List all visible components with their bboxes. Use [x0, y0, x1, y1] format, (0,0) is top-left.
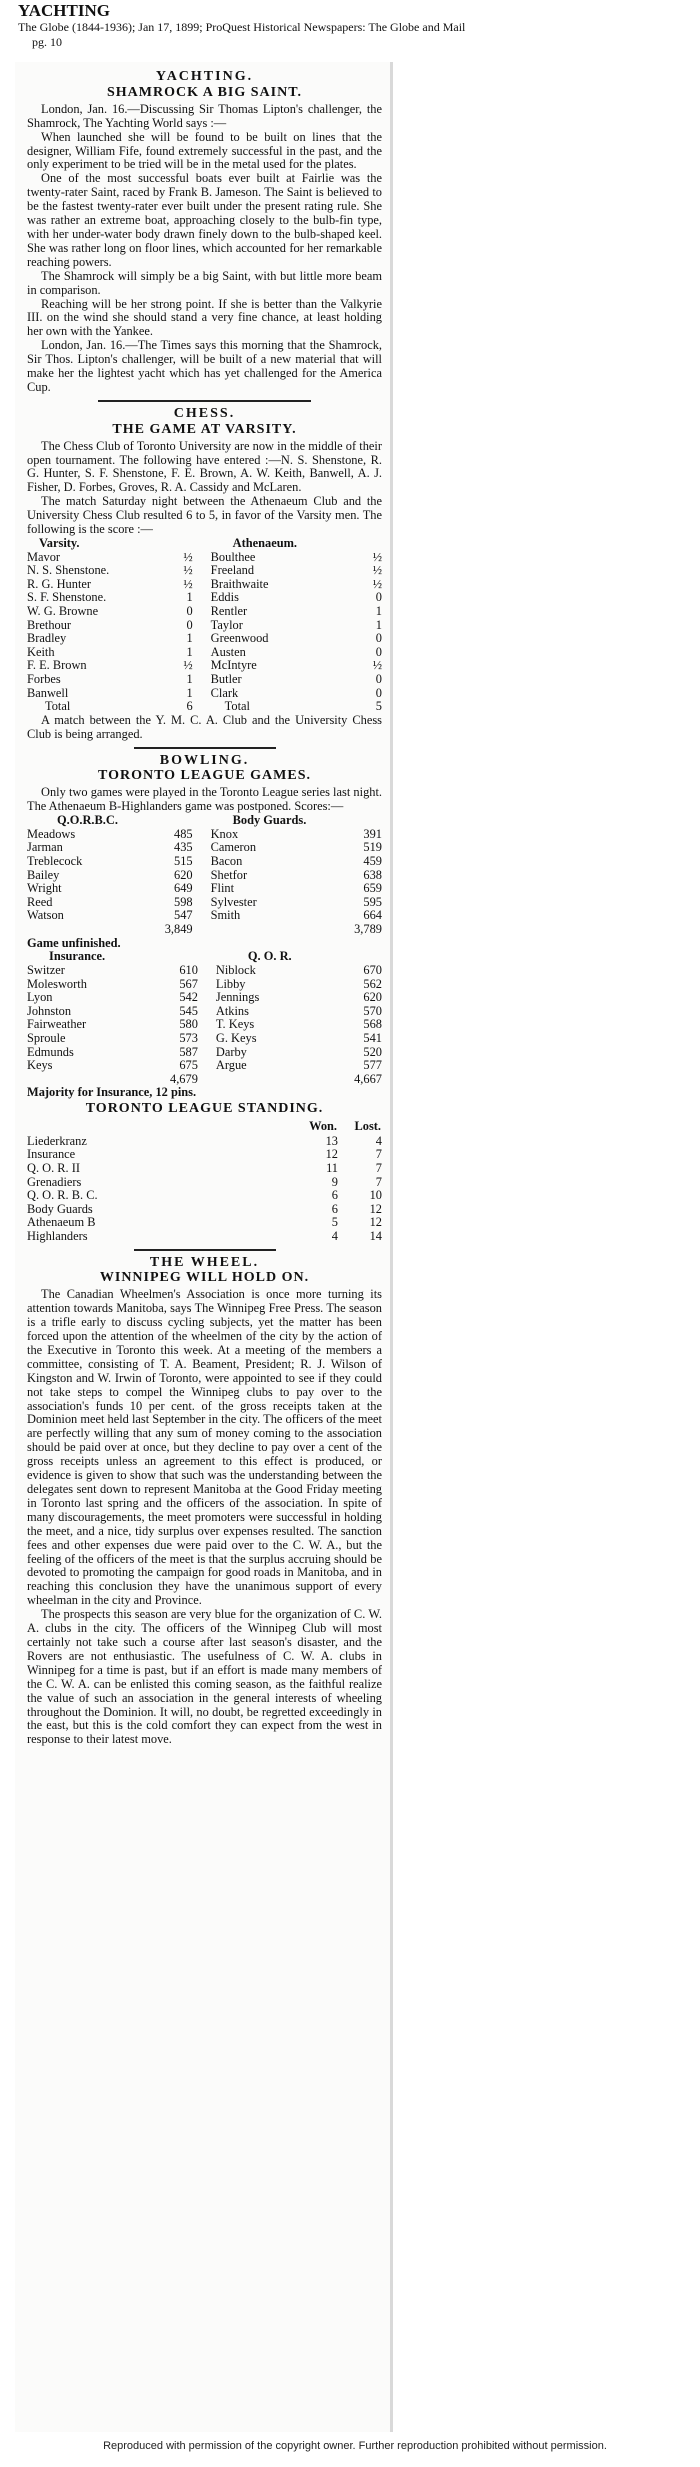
- yachting-paragraph: Reaching will be her strong point. If she is better than the Valkyrie III. on the wind she should stand a very fine chance, at least holding her own with the Yankee.: [27, 296, 382, 339]
- divider: [134, 1249, 276, 1251]
- headline-varsity: THE GAME AT VARSITY.: [112, 421, 297, 437]
- chess-closing: A match between the Y. M. C. A. Club and the University Chess Club is being arranged.: [27, 712, 382, 741]
- headline-shamrock: SHAMROCK A BIG SAINT.: [107, 84, 302, 100]
- table-row: Grenadiers 9 7: [27, 1174, 382, 1189]
- totals-row: Total 6 Total 5: [45, 699, 382, 714]
- chess-paragraph: The Chess Club of Toronto University are now in the middle of their open tournament. The following have entered :—N. S. Shenstone, R. G. Hunter, S. F. Shenstone, F. E. Brown, A. W. Keith, Banwell, A. J. Fisher, D. Forbes, Groves, R. A. Cassidy and McLaren.: [27, 438, 382, 495]
- table-row: Mavor ½ Boulthee ½: [27, 549, 382, 564]
- table-row: Body Guards 6 12: [27, 1201, 382, 1216]
- source-line: The Globe (1844-1936); Jan 17, 1899; ProQuest Historical Newspapers: The Globe and Mail: [18, 20, 466, 34]
- column-header: Athenaeum.: [232, 536, 298, 550]
- unfinished-note: Game unfinished.: [27, 935, 121, 950]
- totals-row: 4,679 4,667: [170, 1071, 382, 1086]
- section-heading-wheel: THE WHEEL.: [149, 1254, 260, 1270]
- table-row: Q. O. R. B. C. 6 10: [27, 1188, 382, 1203]
- table-row: Jarman 435 Cameron 519: [27, 840, 382, 855]
- bowling-intro: Only two games were played in the Toronto League series last night. The Athenaeum B-Highlanders game was postponed. Scores:—: [27, 785, 382, 814]
- table-row: Bradley 1 Greenwood 0: [27, 631, 382, 646]
- yachting-paragraph: The Shamrock will simply be a big Saint, with but little more beam in comparison.: [27, 268, 382, 297]
- table-row: Watson 547 Smith 664: [27, 908, 382, 923]
- table-row: N. S. Shenstone. ½ Freeland ½: [27, 563, 382, 578]
- yachting-paragraph: London, Jan. 16.—Discussing Sir Thomas Lipton's challenger, the Shamrock, The Yachting World says :—: [27, 101, 382, 130]
- table-row: Brethour 0 Taylor 1: [27, 617, 382, 632]
- majority-note: Majority for Insurance, 12 pins.: [27, 1085, 197, 1100]
- section-heading-yachting: YACHTING.: [155, 69, 254, 84]
- table-row: Forbes 1 Butler 0: [27, 671, 382, 686]
- table-row: Sproule 573 G. Keys 541: [27, 1030, 382, 1045]
- column-header: Insurance.: [49, 949, 106, 964]
- column-header: Lost.: [354, 1119, 381, 1134]
- table-row: F. E. Brown ½ McIntyre ½: [27, 658, 382, 673]
- table-row: R. G. Hunter ½ Braithwaite ½: [27, 576, 382, 591]
- table-row: Liederkranz 13 4: [27, 1133, 382, 1148]
- table-row: Keith 1 Austen 0: [27, 644, 382, 659]
- headline-league-standing: TORONTO LEAGUE STANDING.: [85, 1101, 324, 1117]
- table-row: Johnston 545 Atkins 570: [27, 1003, 382, 1018]
- newspaper-clipping: [15, 62, 393, 2432]
- article-title: YACHTING: [18, 1, 110, 20]
- column-header: Q.O.R.B.C.: [57, 813, 118, 828]
- section-heading-bowling: BOWLING.: [159, 752, 250, 768]
- table-row: Reed 598 Sylvester 595: [27, 894, 382, 909]
- yachting-paragraph: One of the most successful boats ever built at Fairlie was the twenty-rater Saint, raced by Frank B. Jameson. The Saint is believed to be the fastest twenty-rater ever built under the present rating rule. She was rather an extreme boat, approaching closely to the bulb-fin type, with her under-water body drawn finely down to the bulb-shaped keel. She was rather long on floor lines, which accounted for her remarkable reaching powers.: [27, 171, 382, 269]
- chess-paragraph: The match Saturday night between the Athenaeum Club and the University Chess Club resulted 6 to 5, in favor of the Varsity men. The following is the score :—: [27, 494, 382, 537]
- table-row: Banwell 1 Clark 0: [27, 685, 382, 700]
- table-row: W. G. Browne 0 Rentler 1: [27, 603, 382, 618]
- table-row: Meadows 485 Knox 391: [27, 826, 382, 841]
- bowling-game1-table: [27, 814, 382, 936]
- page-number: pg. 10: [32, 35, 62, 49]
- table-row: Wright 649 Flint 659: [27, 881, 382, 896]
- citation-header: [18, 2, 518, 50]
- headline-winnipeg: WINNIPEG WILL HOLD ON.: [99, 1270, 310, 1286]
- column-header: Won.: [309, 1119, 337, 1134]
- wheel-paragraph: The Canadian Wheelmen's Association is once more turning its attention towards Manitoba, says The Winnipeg Free Press. The season is a trifle early to discuss cycling subjects, yet the matter has been forced upon the attention of the wheelmen of the city by the action of the Executive in Toronto this week. At a meeting of the members a committee, consisting of T. A. Beament, President; R. J. Wilson of Kingston and W. Irwin of Toronto, were appointed to see if they could not take steps to compel the Winnipeg clubs to pay over to the association's funds 10 per cent. of the gross receipts taken at the Dominion meet held last September in the city. The officers of the meet are perfectly willing that any sum of money coming to the association should be paid over at once, but they decline to pay over a cent of the gross receipts unless an agreement to this effect is produced, or evidence is given to show that such was the understanding between the delegates sent down to represent Manitoba at the Good Friday meeting in Toronto last spring and the officers of the association. In spite of many discouragements, the meet promoters were successful in holding the meet, and a nice, tidy surplus over expenses resulted. The sanction fees and other expenses due were paid over to the C. W. A., but the feeling of the officers of the meet is that the surplus accruing should be devoted to promoting the campaign for good roads in Manitoba, and in reaching this conclusion they have the unanimous support of every wheelman in the city and Province.: [27, 1287, 382, 1608]
- table-row: Keys 675 Argue 577: [27, 1058, 382, 1073]
- wheel-paragraph: The prospects this season are very blue for the organization of C. W. A. clubs in the city. The officers of the Winnipeg Club will most certainly not take such a course after last season's disaster, and the Rovers are not enthusiastic. The usefulness of C. W. A. clubs in Winnipeg for a time is past, but if an effort is made many members of the C. W. A. can be enlisted this coming season, as the faithful realize the value of such an association in the general interests of wheeling throughout the Dominion. It will, no doubt, be regretted exceedingly in the east, but this is the cold comfort they can expect from the west in response to their latest move.: [27, 1607, 382, 1747]
- table-row: Switzer 610 Niblock 670: [27, 963, 382, 977]
- table-row: Highlanders 4 14: [27, 1228, 382, 1243]
- table-row: Q. O. R. II 11 7: [27, 1160, 382, 1175]
- table-row: Treblecock 515 Bacon 459: [27, 853, 382, 868]
- column-header: Body Guards.: [232, 813, 307, 828]
- column-header: Q. O. R.: [247, 949, 292, 964]
- copyright-footer: Reproduced with permission of the copyright owner. Further reproduction prohibited without permission.: [103, 2440, 607, 2452]
- column-header: Varsity.: [39, 536, 80, 550]
- table-row: Athenaeum B 5 12: [27, 1215, 382, 1230]
- table-row: S. F. Shenstone. 1 Eddis 0: [27, 590, 382, 605]
- table-row: Fairweather 580 T. Keys 568: [27, 1017, 382, 1032]
- totals-row: 3,849 3,789: [164, 921, 382, 936]
- table-row: Insurance 12 7: [27, 1147, 382, 1162]
- section-heading-chess: CHESS.: [173, 405, 236, 421]
- table-row: Edmunds 587 Darby 520: [27, 1044, 382, 1059]
- chess-score-table: [27, 537, 382, 714]
- table-row: Molesworth 567 Libby 562: [27, 976, 382, 991]
- bowling-game2-table: [27, 950, 382, 1086]
- headline-league-games: TORONTO LEAGUE GAMES.: [97, 768, 312, 784]
- yachting-paragraph: London, Jan. 16.—The Times says this morning that the Shamrock, Sir Thos. Lipton's challenger, will be built of a new material that will make her the lightest yacht which has yet challenged for the America Cup.: [27, 338, 382, 394]
- divider: [98, 400, 311, 402]
- table-row: Bailey 620 Shetfor 638: [27, 867, 382, 882]
- table-row: Lyon 542 Jennings 620: [27, 990, 382, 1005]
- divider: [134, 747, 276, 749]
- yachting-paragraph: When launched she will be found to be built on lines that the designer, William Fife, found extremely successful in the past, and the only experiment to be tried will be in the metal used for the plates.: [27, 129, 382, 172]
- standing-table: [27, 1119, 382, 1243]
